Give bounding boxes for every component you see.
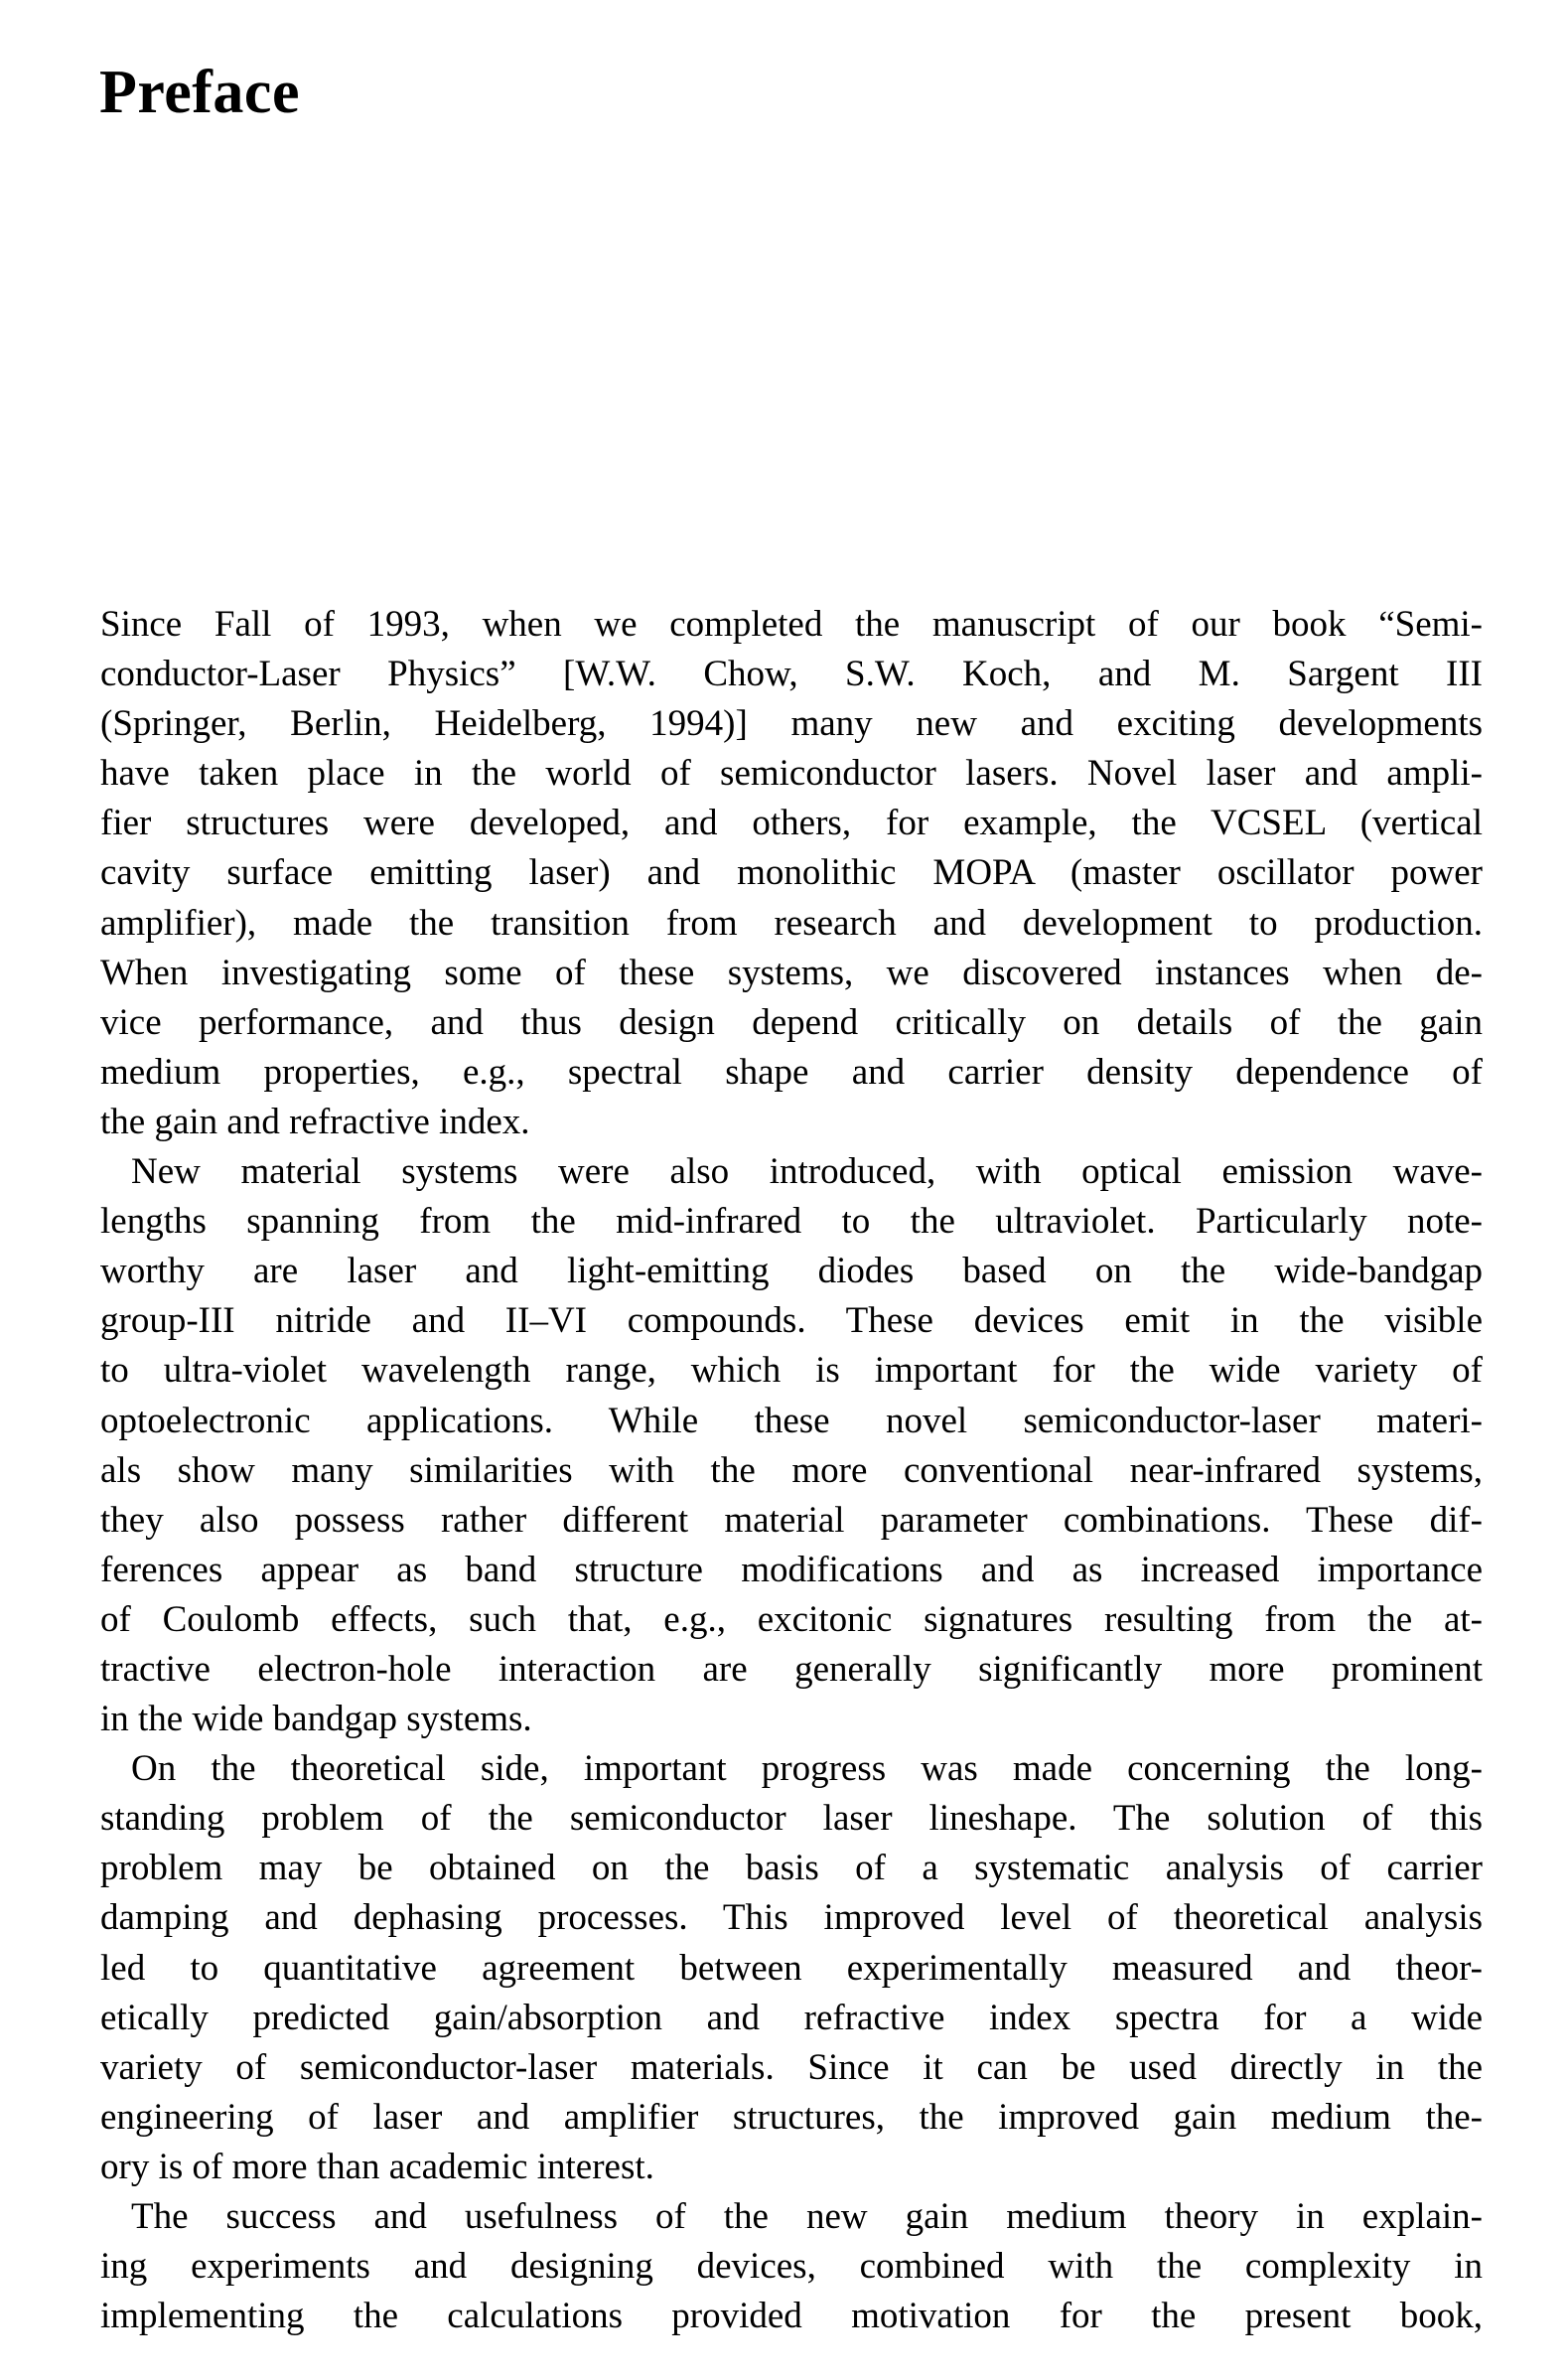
text-line: led to quantitative agreement between experimentally measured and theor- <box>100 1947 1483 1989</box>
text-line: group-III nitride and II–VI compounds. These devices emit in the visible <box>100 1300 1483 1342</box>
text-line: On the theoretical side, important progress was made concerning the long- <box>131 1748 1483 1790</box>
text-line: conductor-Laser Physics” [W.W. Chow, S.W. Koch, and M. Sargent III <box>100 654 1483 695</box>
text-line: ing experiments and designing devices, combined with the complexity in <box>100 2246 1483 2288</box>
text-line: ferences appear as band structure modifications and as increased importance <box>100 1549 1483 1590</box>
text-line: have taken place in the world of semiconductor lasers. Novel laser and ampli- <box>100 753 1483 795</box>
paragraph <box>100 1744 1483 2192</box>
text-line: New material systems were also introduced, with optical emission wave- <box>131 1151 1483 1193</box>
text-line: tractive electron-hole interaction are generally significantly more prominent <box>100 1648 1483 1690</box>
text-line: als show many similarities with the more conventional near-infrared systems, <box>100 1449 1483 1491</box>
page-title: Preface <box>99 59 300 126</box>
text-line: The success and usefulness of the new gain medium theory in explain- <box>131 2196 1483 2237</box>
text-line: implementing the calculations provided motivation for the present book, <box>100 2296 1483 2337</box>
text-line: medium properties, e.g., spectral shape and carrier density dependence of <box>100 1051 1483 1093</box>
text-line: Since Fall of 1993, when we completed the manuscript of our book “Semi- <box>100 604 1483 645</box>
text-line: amplifier), made the transition from research and development to production. <box>100 902 1483 944</box>
text-line: When investigating some of these systems, we discovered instances when de- <box>100 952 1483 993</box>
text-line: of Coulomb effects, such that, e.g., excitonic signatures resulting from the at- <box>100 1598 1483 1640</box>
text-line: vice performance, and thus design depend critically on details of the gain <box>100 1001 1483 1043</box>
text-line: they also possess rather different material parameter combinations. These dif- <box>100 1499 1483 1541</box>
text-line: variety of semiconductor-laser materials. Since it can be used directly in the <box>100 2046 1483 2088</box>
text-line: in the wide bandgap systems. <box>100 1699 532 1740</box>
paragraph <box>100 2192 1483 2341</box>
preface-body <box>100 600 1483 2341</box>
text-line: the gain and refractive index. <box>100 1101 530 1142</box>
paragraph <box>100 600 1483 1147</box>
text-line: etically predicted gain/absorption and refractive index spectra for a wide <box>100 1997 1483 2038</box>
text-line: to ultra-violet wavelength range, which is important for the wide variety of <box>100 1350 1483 1392</box>
paragraph <box>100 1147 1483 1744</box>
text-line: standing problem of the semiconductor laser lineshape. The solution of this <box>100 1798 1483 1840</box>
text-line: fier structures were developed, and others, for example, the VCSEL (vertical <box>100 803 1483 844</box>
text-line: ory is of more than academic interest. <box>100 2146 654 2187</box>
text-line: optoelectronic applications. While these novel semiconductor-laser materi- <box>100 1400 1483 1441</box>
text-line: damping and dephasing processes. This improved level of theoretical analysis <box>100 1897 1483 1939</box>
text-line: engineering of laser and amplifier structures, the improved gain medium the- <box>100 2096 1483 2138</box>
text-line: (Springer, Berlin, Heidelberg, 1994)] many new and exciting developments <box>100 703 1483 745</box>
text-line: worthy are laser and light-emitting diodes based on the wide-bandgap <box>100 1251 1483 1292</box>
text-line: cavity surface emitting laser) and monolithic MOPA (master oscillator power <box>100 852 1483 894</box>
text-line: lengths spanning from the mid-infrared to the ultraviolet. Particularly note- <box>100 1201 1483 1243</box>
text-line: problem may be obtained on the basis of a systematic analysis of carrier <box>100 1848 1483 1889</box>
